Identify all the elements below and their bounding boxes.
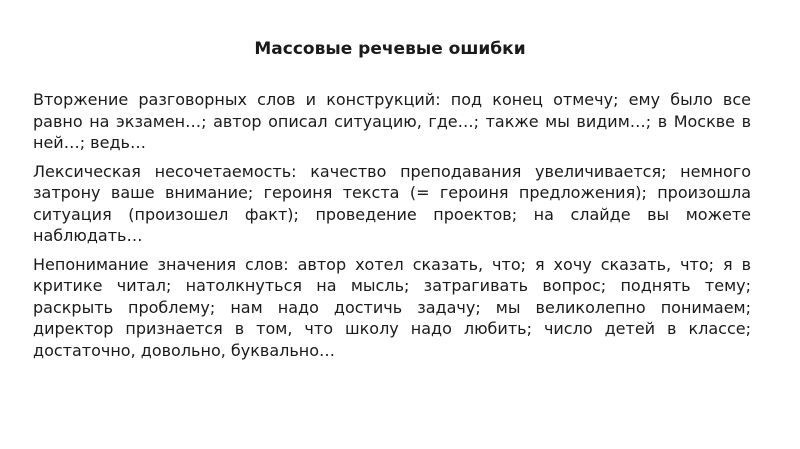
slide-body [33, 89, 751, 368]
paragraph-colloquial-intrusion: Вторжение разговорных слов и конструкций: под конец отмечу; ему было все равно на экзамен…; автор описал ситуацию, где…; также мы видим…; в Москве в ней…; ведь… [33, 90, 751, 152]
paragraph-word-meaning-misunderstanding: Непонимание значения слов: автор хотел сказать, что; я хочу сказать, что; я в критике читал; натолкнуться на мысль; затрагивать вопрос; поднять тему; раскрыть проблему; нам надо достичь задачу; мы великолепно понимаем; директор признается в том, что школу надо любить; число детей в классе; достаточно, довольно, буквально… [33, 254, 751, 360]
slide-title: Массовые речевые ошибки [254, 39, 526, 59]
paragraph-lexical-incompatibility: Лексическая несочетаемость: качество преподавания увеличивается; немного затрону ваше внимание; героиня текста (= героиня предложения); произошла ситуация (произошел факт); проведение проектов; на слайде вы можете наблюдать… [33, 161, 751, 245]
